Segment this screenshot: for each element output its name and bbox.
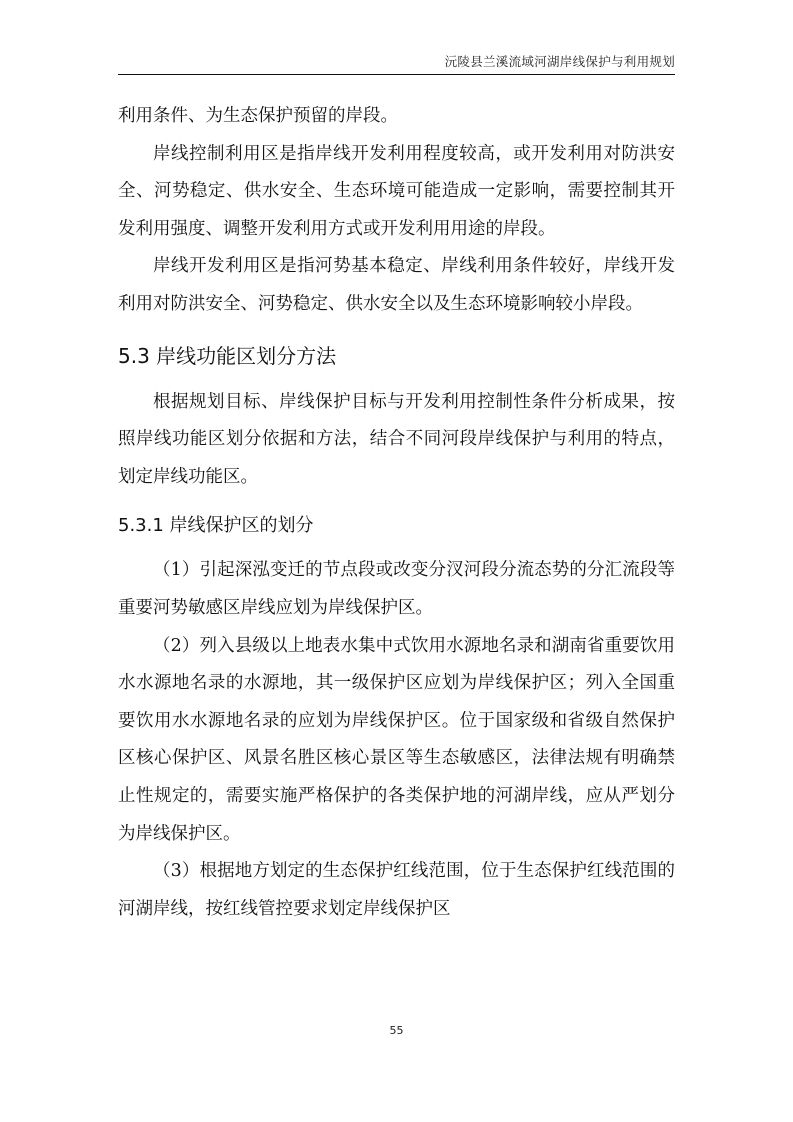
- page-header: [118, 50, 675, 75]
- document-title: 沅陵县兰溪流域河湖岸线保护与利用规划: [444, 54, 675, 69]
- paragraph: 利用条件、为生态保护预留的岸段。: [118, 106, 398, 126]
- paragraph: 岸线控制利用区是指岸线开发利用程度较高，或开发利用对防洪安全、河势稳定、供水安全、生态环境可能造成一定影响，需要控制其开发利用强度、调整开发利用方式或开发利用用途的岸段。: [118, 143, 675, 239]
- list-paragraph: （2）列入县级以上地表水集中式饮用水源地名录和湖南省重要饮用水水源地名录的水源地，其一级保护区应划为岸线保护区；列入全国重要饮用水水源地名录的应划为岸线保护区。位于国家级和省级自然保护区核心保护区、风景名胜区核心景区等生态敏感区，法律法规有明确禁止性规定的，需要实施严格保护的各类保护地的河湖岸线，应从严划分为岸线保护区。: [118, 635, 675, 844]
- paragraph: 岸线开发利用区是指河势基本稳定、岸线利用条件较好，岸线开发利用对防洪安全、河势稳定、供水安全以及生态环境影响较小岸段。: [118, 256, 675, 314]
- paragraph: 根据规划目标、岸线保护目标与开发利用控制性条件分析成果，按照岸线功能区划分依据和方法，结合不同河段岸线保护与利用的特点，划定岸线功能区。: [118, 391, 675, 487]
- subsection-heading: 5.3.1 岸线保护区的划分: [118, 515, 314, 537]
- list-paragraph: （1）引起深泓变迁的节点段或改变分汊河段分流态势的分汇流段等重要河势敏感区岸线应划为岸线保护区。: [118, 560, 675, 618]
- section-heading: 5.3 岸线功能区划分方法: [118, 343, 337, 368]
- page-number: 55: [389, 1024, 404, 1037]
- page-body: [118, 98, 675, 928]
- list-paragraph: （3）根据地方划定的生态保护红线范围，位于生态保护红线范围的河湖岸线，按红线管控要求划定岸线保护区: [118, 861, 675, 919]
